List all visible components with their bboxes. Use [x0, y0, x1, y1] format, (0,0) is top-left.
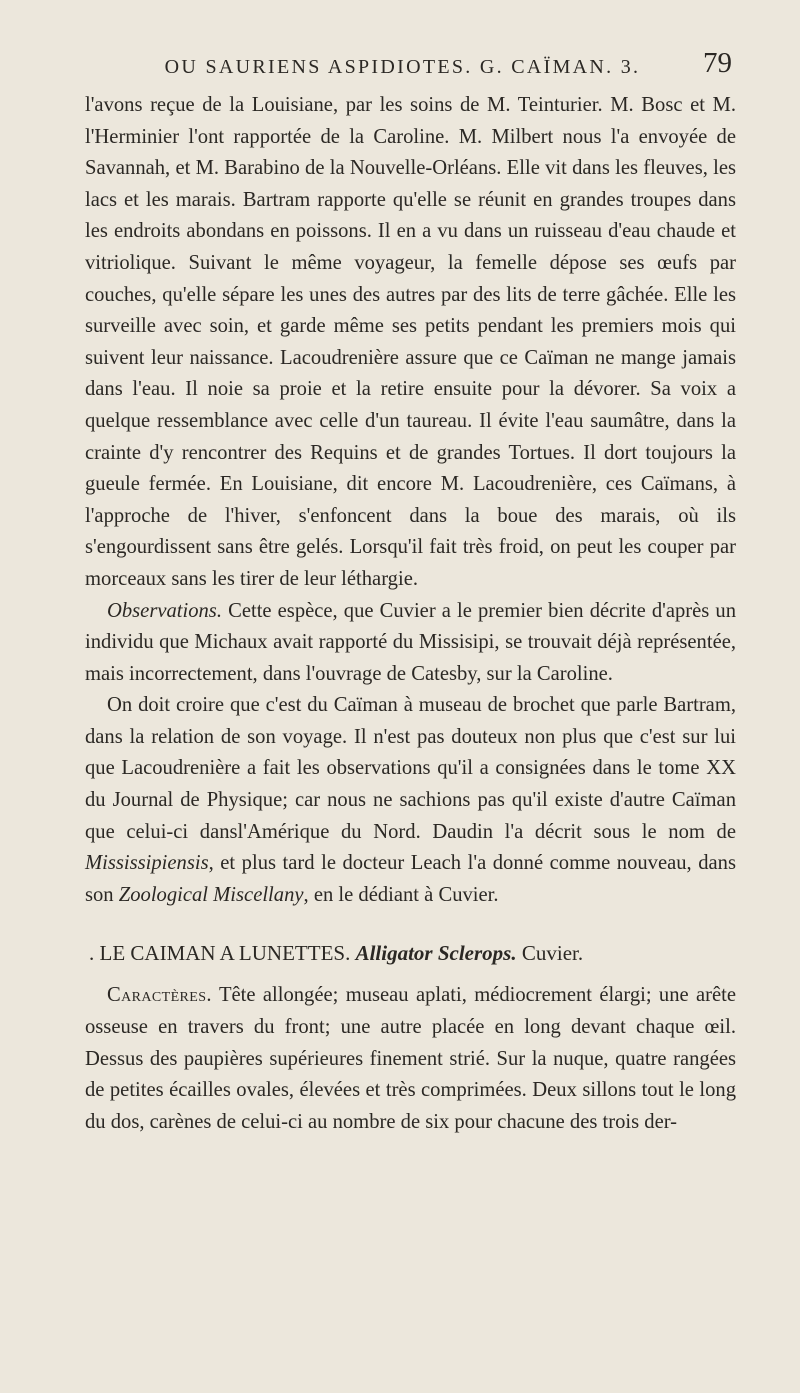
running-title: OU SAURIENS ASPIDIOTES. G. CAÏMAN. 3. — [164, 56, 641, 78]
paragraph-text: On doit croire que c'est du Caïman à museau de brochet que parle Bartram, dans la relation de son voyage. Il n'est pas douteux non plus que c'est sur lui que Lacoudrenière a fait les observations qu'il a consignées dans le tome XX du Journal de Physique; car nous ne sachions pas qu'il existe d'autre Caïman que celui-ci dansl'Amérique du Nord. Daudin l'a décrit sous le nom de — [85, 694, 736, 843]
page-number: 79 — [703, 47, 732, 79]
paragraph-text: , en le dédiant à Cuvier. — [303, 883, 499, 906]
running-head — [85, 46, 736, 90]
paragraph: l'avons reçue de la Louisiane, par les soins de M. Teinturier. M. Bosc et M. l'Herminier l'ont rapportée de la Caroline. M. Milbert nous l'a envoyée de Savannah, et M. Barabino de la Nouvelle-Orléans. Elle vit dans les fleuves, les lacs et les marais. Bartram rapporte qu'elle se réunit en grandes troupes dans les endroits abondans en poissons. Il en a vu dans un ruisseau d'eau chaude et vitriolique. Suivant le même voyageur, la femelle dépose ses œufs par couches, qu'elle sépare les unes des autres par des lits de terre gâchée. Elle les surveille avec soin, et garde même ses petits pendant les premiers mois qui suivent leur naissance. Lacoudrenière assure que ce Caïman ne mange jamais dans l'eau. Il noie sa proie et la retire ensuite pour la dévorer. Sa voix a quelque ressemblance avec celle d'un taureau. Il évite l'eau saumâtre, dans la crainte d'y rencontrer des Requins et de grandes Tortues. Il dort toujours la gueule fermée. En Louisiane, dit encore M. Lacoudrenière, ces Caïmans, à l'approche de l'hiver, s'enfoncent dans la boue des marais, où ils s'engourdissent sans être gelés. Lorsqu'il fait très froid, on peut les couper par morceaux sans les tirer de leur léthargie. — [85, 94, 736, 590]
caracteres-paragraph — [85, 980, 736, 1138]
paragraph — [85, 690, 736, 911]
section-number: . — [89, 941, 95, 966]
section-latin-name: Alligator Sclerops. — [355, 941, 517, 966]
section-title: LE CAIMAN A LUNETTES. — [99, 941, 351, 966]
observations-paragraph — [85, 596, 736, 691]
paragraph-text: , et plus tard le docteur Leach l'a donné comme nouveau, dans son — [85, 852, 736, 906]
observations-text: Cette espèce, que Cuvier a le premier bien décrite d'après un individu que Michaux avait rapporté du Missisipi, se trouvait déjà représentée, mais incorrectement, dans l'ouvrage de Catesby, sur la Caroline. — [85, 599, 736, 685]
section-heading — [85, 938, 736, 969]
caracteres-label: Caractères. — [107, 984, 212, 1007]
body-text — [85, 90, 736, 1138]
observations-label: Observations. — [107, 599, 222, 622]
section-author: Cuvier. — [521, 941, 584, 966]
caracteres-text: Tête allongée; museau aplati, médiocrement élargi; une arête osseuse en travers du front; une autre placée en long devant chaque œil. Dessus des paupières supérieures finement strié. Sur la nuque, quatre rangées de petites écailles ovales, élevées et très comprimées. Deux sillons tout le long du dos, carènes de celui-ci au nombre de six pour chacune des trois der- — [85, 984, 736, 1133]
book-title: Zoological Miscellany — [118, 883, 304, 906]
species-name: Mississipiensis — [85, 852, 209, 875]
